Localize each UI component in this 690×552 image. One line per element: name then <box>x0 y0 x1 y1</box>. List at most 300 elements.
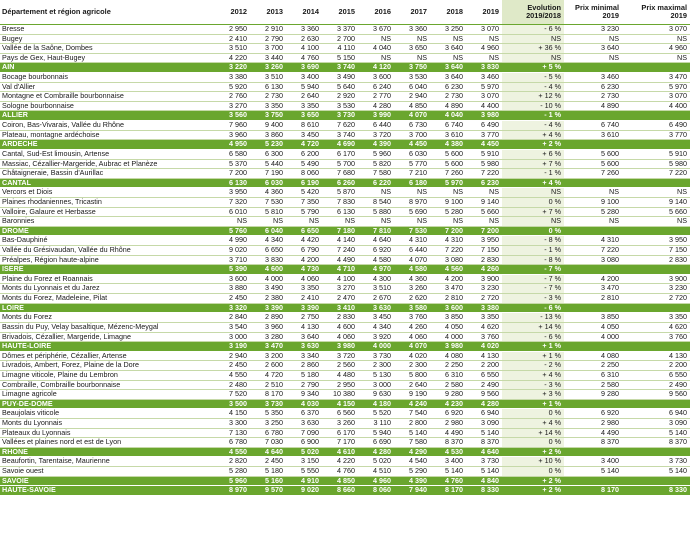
value-cell: 4 200 <box>564 274 622 284</box>
evolution-cell: + 2 % <box>502 447 564 457</box>
value-cell: 4 710 <box>322 265 358 275</box>
value-cell: 3 000 <box>214 332 250 342</box>
value-cell: 5 970 <box>622 82 690 92</box>
value-cell: 2 770 <box>358 92 394 102</box>
value-cell: 4 040 <box>358 44 394 54</box>
value-cell: 2 450 <box>214 294 250 304</box>
value-cell: 2 670 <box>358 294 394 304</box>
table-row <box>0 274 690 284</box>
value-cell: 6 900 <box>286 438 322 448</box>
row-label: Pays de Gex, Haut-Bugey <box>0 53 214 63</box>
table-row <box>0 82 690 92</box>
column-header-min-price: Prix minimal 2019 <box>564 0 622 25</box>
row-label: Monts du Lyonnais <box>0 418 214 428</box>
evolution-cell: + 6 % <box>502 149 564 159</box>
column-header-year: 2019 <box>466 0 502 25</box>
value-cell: 5 280 <box>214 467 250 477</box>
value-cell: 2 820 <box>214 457 250 467</box>
evolution-cell: - 7 % <box>502 284 564 294</box>
value-cell: 4 220 <box>322 457 358 467</box>
value-cell: 3 320 <box>214 303 250 313</box>
value-cell: 3 960 <box>250 322 286 332</box>
value-cell: 3 230 <box>564 25 622 35</box>
value-cell: 5 600 <box>430 149 466 159</box>
value-cell: 9 570 <box>250 486 286 496</box>
table-row <box>0 246 690 256</box>
value-cell: 2 470 <box>322 294 358 304</box>
table-row <box>0 380 690 390</box>
value-cell: 4 760 <box>286 53 322 63</box>
value-cell: 4 420 <box>286 236 322 246</box>
value-cell: 4 310 <box>564 236 622 246</box>
value-cell: 4 490 <box>564 428 622 438</box>
value-cell: 4 000 <box>564 332 622 342</box>
evolution-cell: + 4 % <box>502 130 564 140</box>
evolution-cell: - 4 % <box>502 82 564 92</box>
row-label: ISERE <box>0 265 214 275</box>
department-total-row <box>0 476 690 486</box>
value-cell: 5 800 <box>394 370 430 380</box>
value-cell: 4 290 <box>394 447 430 457</box>
value-cell: 2 720 <box>622 294 690 304</box>
value-cell: 4 540 <box>394 457 430 467</box>
value-cell: 4 960 <box>466 44 502 54</box>
value-cell: 3 270 <box>214 101 250 111</box>
value-cell: 8 370 <box>622 438 690 448</box>
value-cell: 5 180 <box>286 370 322 380</box>
table-row <box>0 92 690 102</box>
value-cell: 5 970 <box>466 82 502 92</box>
value-cell: 4 230 <box>430 399 466 409</box>
row-label: Massiac, Cézallier-Margeride, Aubrac et Planèze <box>0 159 214 169</box>
table-row <box>0 313 690 323</box>
value-cell: NS <box>394 53 430 63</box>
value-cell: 6 560 <box>322 409 358 419</box>
department-total-row <box>0 140 690 150</box>
value-cell: 4 640 <box>466 447 502 457</box>
value-cell: 5 940 <box>358 428 394 438</box>
value-cell: 5 660 <box>622 207 690 217</box>
column-header-year: 2017 <box>394 0 430 25</box>
value-cell: 7 220 <box>564 246 622 256</box>
row-label: Combraille, Combraille bourbonnaise <box>0 380 214 390</box>
evolution-cell: - 10 % <box>502 101 564 111</box>
value-cell: NS <box>430 188 466 198</box>
value-cell: 4 070 <box>394 255 430 265</box>
value-cell: NS <box>358 53 394 63</box>
value-cell: 2 490 <box>466 380 502 390</box>
value-cell: NS <box>466 217 502 227</box>
value-cell: 5 140 <box>466 467 502 477</box>
value-cell: 3 450 <box>358 313 394 323</box>
value-cell: 2 940 <box>214 351 250 361</box>
value-cell: 3 770 <box>466 130 502 140</box>
value-cell: 3 260 <box>322 418 358 428</box>
value-cell: 3 350 <box>466 313 502 323</box>
value-cell: 6 730 <box>394 121 430 131</box>
value-cell: 3 460 <box>466 73 502 83</box>
value-cell <box>564 265 622 275</box>
value-cell: 4 970 <box>358 265 394 275</box>
value-cell: 7 580 <box>358 169 394 179</box>
value-cell: 3 400 <box>430 457 466 467</box>
value-cell: 3 980 <box>322 342 358 352</box>
value-cell: 7 150 <box>466 246 502 256</box>
department-total-row <box>0 447 690 457</box>
value-cell: 5 770 <box>394 159 430 169</box>
value-cell: 2 980 <box>430 418 466 428</box>
value-cell: 3 260 <box>394 284 430 294</box>
value-cell: 6 780 <box>214 438 250 448</box>
value-cell: 3 770 <box>622 130 690 140</box>
value-cell: 3 960 <box>214 130 250 140</box>
value-cell: 4 360 <box>250 188 286 198</box>
evolution-cell: + 1 % <box>502 342 564 352</box>
value-cell: 6 920 <box>430 409 466 419</box>
value-cell <box>622 399 690 409</box>
value-cell: 3 270 <box>322 284 358 294</box>
value-cell: 4 060 <box>286 274 322 284</box>
value-cell: NS <box>622 188 690 198</box>
value-cell: 4 130 <box>466 351 502 361</box>
value-cell: 3 470 <box>250 342 286 352</box>
row-label: Bassin du Puy, Velay basaltique, Mézenc-Meygal <box>0 322 214 332</box>
value-cell: 3 690 <box>286 63 322 73</box>
value-cell: 3 610 <box>564 130 622 140</box>
value-cell: 3 760 <box>394 313 430 323</box>
value-cell: 5 810 <box>250 207 286 217</box>
value-cell: 5 020 <box>358 457 394 467</box>
value-cell: 3 950 <box>214 188 250 198</box>
evolution-cell: + 36 % <box>502 44 564 54</box>
evolution-cell: - 4 % <box>502 121 564 131</box>
value-cell: 10 380 <box>322 390 358 400</box>
value-cell: 4 840 <box>466 476 502 486</box>
value-cell: 4 730 <box>286 265 322 275</box>
value-cell: 4 690 <box>322 140 358 150</box>
value-cell: 9 340 <box>286 390 322 400</box>
value-cell: 5 350 <box>250 409 286 419</box>
value-cell: 7 620 <box>322 121 358 131</box>
table-row <box>0 370 690 380</box>
evolution-cell: + 1 % <box>502 399 564 409</box>
value-cell: 4 310 <box>430 236 466 246</box>
value-cell: 7 680 <box>322 169 358 179</box>
value-cell: 4 620 <box>466 322 502 332</box>
column-header-max-price: Prix maximal 2019 <box>622 0 690 25</box>
value-cell <box>564 111 622 121</box>
table-row <box>0 101 690 111</box>
value-cell: 3 880 <box>214 284 250 294</box>
value-cell: 3 600 <box>358 73 394 83</box>
row-label: Plateau, montagne ardéchoise <box>0 130 214 140</box>
value-cell: 2 760 <box>214 92 250 102</box>
row-label: Monts du Lyonnais et du Jarez <box>0 284 214 294</box>
value-cell: 6 030 <box>250 178 286 188</box>
evolution-cell: - 1 % <box>502 111 564 121</box>
value-cell: 6 310 <box>564 370 622 380</box>
value-cell: 5 440 <box>250 159 286 169</box>
value-cell: 6 920 <box>564 409 622 419</box>
value-cell: 6 180 <box>394 178 430 188</box>
value-cell: 7 580 <box>394 438 430 448</box>
value-cell: 3 400 <box>286 73 322 83</box>
value-cell: 3 900 <box>466 274 502 284</box>
table-row <box>0 322 690 332</box>
value-cell: 6 440 <box>394 246 430 256</box>
value-cell: 3 080 <box>564 255 622 265</box>
value-cell: 4 510 <box>358 467 394 477</box>
value-cell: NS <box>622 34 690 44</box>
table-row <box>0 149 690 159</box>
value-cell: 5 140 <box>622 467 690 477</box>
value-cell: 4 580 <box>358 255 394 265</box>
value-cell: 3 340 <box>286 351 322 361</box>
value-cell: 2 950 <box>322 380 358 390</box>
value-cell: 3 090 <box>466 418 502 428</box>
value-cell: 4 260 <box>394 322 430 332</box>
value-cell: 8 540 <box>358 197 394 207</box>
evolution-cell: - 6 % <box>502 303 564 313</box>
column-header-year: 2012 <box>214 0 250 25</box>
value-cell: 2 840 <box>214 313 250 323</box>
value-cell <box>622 226 690 236</box>
value-cell: 3 400 <box>564 457 622 467</box>
value-cell: 4 620 <box>622 322 690 332</box>
value-cell: 4 610 <box>322 447 358 457</box>
value-cell: 3 220 <box>214 63 250 73</box>
department-total-row <box>0 178 690 188</box>
value-cell: 2 980 <box>564 418 622 428</box>
value-cell: 4 060 <box>394 332 430 342</box>
value-cell: 6 440 <box>358 121 394 131</box>
value-cell <box>564 140 622 150</box>
value-cell: 6 690 <box>358 438 394 448</box>
value-cell: 5 130 <box>358 370 394 380</box>
value-cell <box>564 178 622 188</box>
value-cell: 4 950 <box>214 140 250 150</box>
table-row <box>0 44 690 54</box>
value-cell: NS <box>430 217 466 227</box>
column-header-year: 2013 <box>250 0 286 25</box>
evolution-cell: + 1 % <box>502 351 564 361</box>
value-cell: 2 720 <box>466 294 502 304</box>
value-cell: 3 530 <box>322 101 358 111</box>
value-cell: 5 600 <box>564 149 622 159</box>
value-cell: 4 720 <box>286 140 322 150</box>
value-cell: 5 700 <box>322 159 358 169</box>
value-cell: NS <box>564 188 622 198</box>
value-cell: 2 730 <box>564 92 622 102</box>
row-label: CANTAL <box>0 178 214 188</box>
value-cell: 5 550 <box>286 467 322 477</box>
value-cell: 3 510 <box>250 73 286 83</box>
row-label: SAVOIE <box>0 476 214 486</box>
value-cell: NS <box>622 53 690 63</box>
value-cell: 7 960 <box>214 121 250 131</box>
table-row <box>0 409 690 419</box>
value-cell: 6 170 <box>322 149 358 159</box>
value-cell: 7 200 <box>466 226 502 236</box>
value-cell: 6 940 <box>622 409 690 419</box>
value-cell: 2 640 <box>286 92 322 102</box>
table-row <box>0 25 690 35</box>
value-cell: 2 490 <box>622 380 690 390</box>
value-cell: 4 050 <box>564 322 622 332</box>
value-cell: NS <box>214 217 250 227</box>
value-cell: 4 890 <box>564 101 622 111</box>
value-cell: 5 490 <box>286 159 322 169</box>
value-cell: 4 960 <box>358 476 394 486</box>
row-label: Montagne et Combraille bourbonnaise <box>0 92 214 102</box>
value-cell: NS <box>394 217 430 227</box>
value-cell: 9 630 <box>358 390 394 400</box>
table-row <box>0 255 690 265</box>
value-cell: 3 650 <box>394 44 430 54</box>
value-cell: 3 630 <box>286 418 322 428</box>
value-cell: 6 240 <box>358 82 394 92</box>
value-cell: 7 520 <box>214 390 250 400</box>
value-cell: 5 640 <box>322 82 358 92</box>
value-cell: 8 370 <box>430 438 466 448</box>
value-cell: 2 450 <box>214 361 250 371</box>
evolution-cell: 0 % <box>502 467 564 477</box>
value-cell <box>564 303 622 313</box>
evolution-cell: - 8 % <box>502 236 564 246</box>
value-cell: 4 640 <box>358 236 394 246</box>
value-cell: 6 490 <box>622 121 690 131</box>
table-row <box>0 130 690 140</box>
value-cell: 4 130 <box>622 351 690 361</box>
value-cell: 2 480 <box>214 380 250 390</box>
value-cell: 3 860 <box>250 130 286 140</box>
value-cell: 8 370 <box>466 438 502 448</box>
value-cell <box>564 63 622 73</box>
value-cell: 3 200 <box>250 351 286 361</box>
value-cell <box>622 140 690 150</box>
value-cell: 3 760 <box>466 332 502 342</box>
evolution-cell: 0 % <box>502 226 564 236</box>
value-cell: 3 380 <box>466 303 502 313</box>
value-cell: 7 150 <box>622 246 690 256</box>
value-cell: 2 940 <box>394 92 430 102</box>
column-header-year: 2016 <box>358 0 394 25</box>
row-label: DROME <box>0 226 214 236</box>
value-cell: 4 100 <box>322 274 358 284</box>
value-cell: NS <box>394 34 430 44</box>
row-label: Beaufortin, Tarentaise, Maurienne <box>0 457 214 467</box>
value-cell: 9 400 <box>250 121 286 131</box>
row-label: Vallées et plaines nord et est de Lyon <box>0 438 214 448</box>
value-cell: 4 150 <box>322 399 358 409</box>
value-cell: 3 470 <box>430 284 466 294</box>
value-cell: 5 280 <box>430 207 466 217</box>
value-cell <box>622 342 690 352</box>
value-cell: 3 350 <box>622 313 690 323</box>
value-cell: 5 600 <box>564 159 622 169</box>
value-cell: 6 740 <box>430 121 466 131</box>
value-cell: 6 220 <box>358 178 394 188</box>
value-cell: 8 330 <box>622 486 690 496</box>
value-cell: 3 580 <box>394 303 430 313</box>
value-cell: 3 850 <box>430 313 466 323</box>
value-cell: 4 490 <box>322 255 358 265</box>
value-cell: 3 470 <box>622 73 690 83</box>
value-cell: 7 030 <box>250 438 286 448</box>
value-cell: 7 220 <box>430 246 466 256</box>
value-cell: 2 640 <box>394 380 430 390</box>
column-header-region: Département et région agricole <box>0 0 214 25</box>
value-cell: 9 100 <box>430 197 466 207</box>
value-cell: 3 630 <box>358 303 394 313</box>
value-cell: 8 970 <box>214 486 250 496</box>
value-cell <box>622 63 690 73</box>
table-row <box>0 197 690 207</box>
value-cell: 3 450 <box>286 130 322 140</box>
row-label: Val d'Allier <box>0 82 214 92</box>
value-cell: 7 940 <box>394 486 430 496</box>
value-cell: 4 000 <box>430 332 466 342</box>
value-cell: 3 090 <box>622 418 690 428</box>
value-cell: 5 960 <box>358 149 394 159</box>
value-cell <box>622 447 690 457</box>
department-total-row <box>0 111 690 121</box>
value-cell: 3 740 <box>322 130 358 140</box>
value-cell: 3 070 <box>622 92 690 102</box>
evolution-cell: + 3 % <box>502 390 564 400</box>
evolution-cell: - 6 % <box>502 332 564 342</box>
row-label: AIN <box>0 63 214 73</box>
evolution-cell: + 7 % <box>502 207 564 217</box>
value-cell: 4 060 <box>322 332 358 342</box>
value-cell <box>622 265 690 275</box>
value-cell: 3 630 <box>286 342 322 352</box>
value-cell: 3 350 <box>286 284 322 294</box>
value-cell: 3 000 <box>358 380 394 390</box>
value-cell: 3 640 <box>430 44 466 54</box>
value-cell: NS <box>564 217 622 227</box>
value-cell: 6 040 <box>250 226 286 236</box>
value-cell: 3 490 <box>322 73 358 83</box>
value-cell: 4 760 <box>322 467 358 477</box>
value-cell: 4 200 <box>286 255 322 265</box>
value-cell: 2 200 <box>622 361 690 371</box>
evolution-cell: - 7 % <box>502 265 564 275</box>
value-cell: 3 510 <box>214 44 250 54</box>
value-cell: 3 980 <box>430 342 466 352</box>
value-cell: 3 080 <box>430 255 466 265</box>
value-cell: 4 070 <box>394 111 430 121</box>
value-cell: 7 320 <box>214 197 250 207</box>
value-cell: 3 830 <box>250 255 286 265</box>
value-cell: NS <box>358 217 394 227</box>
value-cell: 3 300 <box>214 418 250 428</box>
value-cell: 5 140 <box>564 467 622 477</box>
value-cell: 4 990 <box>214 236 250 246</box>
value-cell: 3 830 <box>466 63 502 73</box>
value-cell: 3 730 <box>622 457 690 467</box>
value-cell: 4 340 <box>250 236 286 246</box>
evolution-cell: + 10 % <box>502 457 564 467</box>
value-cell: 7 180 <box>322 226 358 236</box>
value-cell: 2 300 <box>394 361 430 371</box>
evolution-cell: - 8 % <box>502 255 564 265</box>
value-cell: 8 060 <box>286 169 322 179</box>
value-cell: 2 810 <box>564 294 622 304</box>
row-label: Monts du Forez, Madeleine, Pilat <box>0 294 214 304</box>
value-cell: 3 640 <box>430 63 466 73</box>
row-label: Valloire, Galaure et Herbasse <box>0 207 214 217</box>
